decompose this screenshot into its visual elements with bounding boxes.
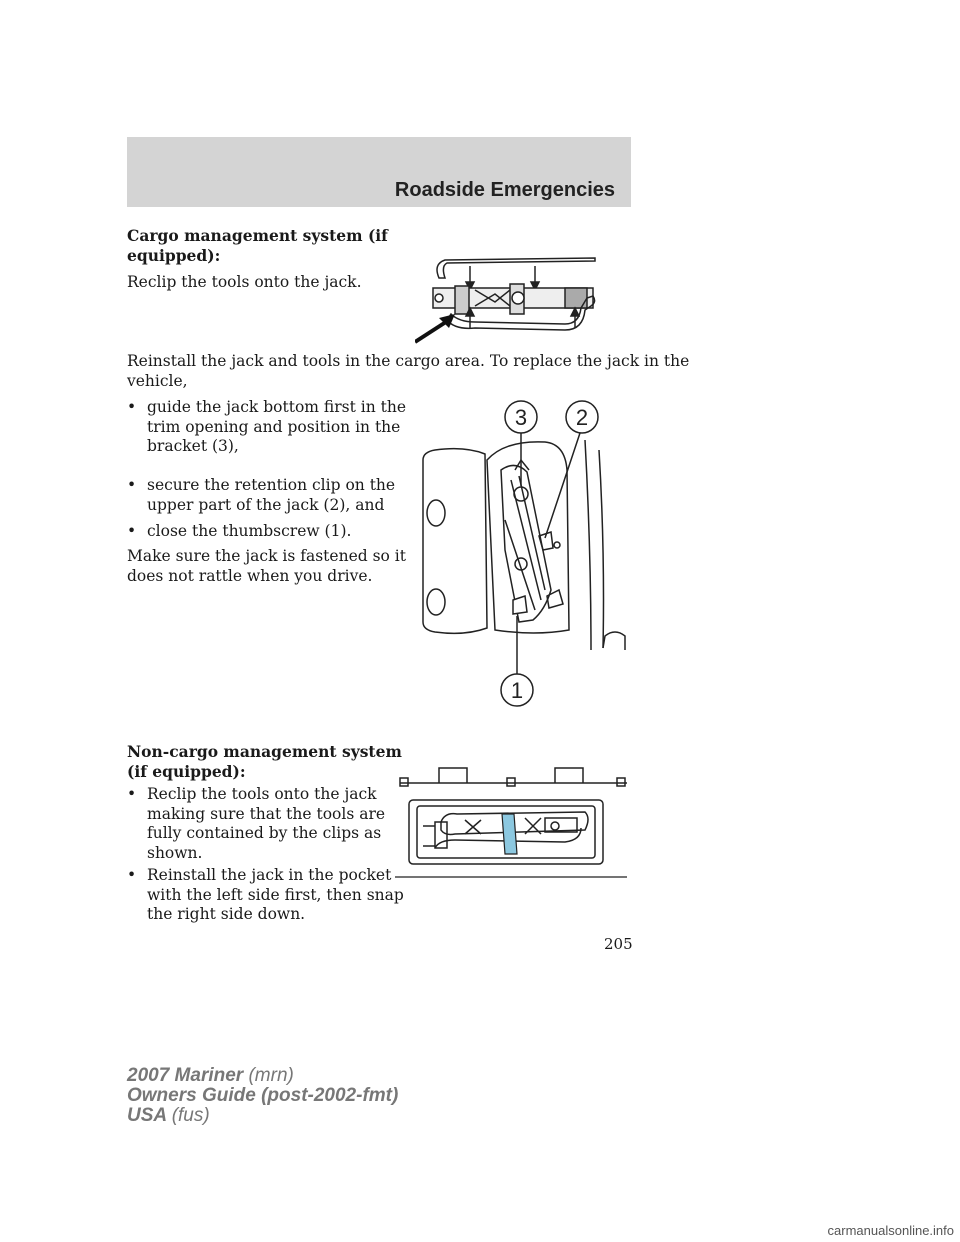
list-item: [127, 522, 407, 542]
section2-heading-line1: Non-cargo management system: [127, 742, 402, 761]
list-item: [127, 866, 407, 926]
section1-heading-line1: Cargo management system (if: [127, 226, 388, 245]
bullet-text: Reinstall the jack in the pocket: [147, 866, 392, 884]
bullet-text: Reclip the tools onto the jack: [147, 785, 377, 803]
bullet-text: with the left side first, then snap: [147, 885, 404, 904]
bullet-text: close the thumbscrew (1).: [147, 522, 352, 540]
bullet-dot: •: [127, 522, 137, 540]
bullet-text: trim opening and position in the: [147, 417, 401, 436]
paragraph-line1: Reinstall the jack and tools in the cargo area. To replace the jack in the: [127, 352, 690, 370]
section1-text: Reclip the tools onto the jack.: [127, 273, 362, 291]
bullet-text: bracket (3),: [147, 437, 239, 455]
paragraph-line2: vehicle,: [127, 372, 188, 390]
footer-market: USA: [127, 1105, 167, 1126]
footer-model: 2007 Mariner: [127, 1065, 244, 1086]
bullet-text: the right side down.: [147, 905, 306, 923]
site-watermark[interactable]: carmanualsonline.info: [827, 1223, 954, 1238]
footer-market-code: (fus): [171, 1105, 210, 1126]
jack-tools-illustration: [415, 250, 605, 350]
footer-line2: [127, 1086, 398, 1106]
bullet-text: shown.: [147, 843, 203, 862]
bullet-text: secure the retention clip on the: [147, 476, 396, 494]
note-line1: Make sure the jack is fastened so it: [127, 547, 406, 565]
list-item: [127, 476, 407, 516]
section-title: Roadside Emergencies: [394, 179, 615, 201]
bullet-text: upper part of the jack (2), and: [147, 495, 385, 514]
header-band: [127, 137, 631, 207]
list-item: [127, 785, 407, 865]
callout-label-3: 3: [514, 405, 528, 430]
list-item: [127, 398, 407, 458]
bullet-dot: •: [127, 398, 137, 416]
footer-guide: Owners Guide (post-2002-fmt): [127, 1085, 399, 1106]
bullet-text: fully contained by the clips as: [147, 824, 382, 842]
jack-installation-illustration: [415, 400, 640, 710]
footer-line1: [127, 1066, 294, 1086]
bullet-dot: •: [127, 785, 137, 803]
bullet-text: guide the jack bottom first in the: [147, 398, 407, 416]
page-number: 205: [604, 935, 633, 953]
callout-label-1: 1: [510, 678, 524, 703]
footer-line3: [127, 1106, 210, 1126]
bullet-text: making sure that the tools are: [147, 804, 386, 823]
footer-model-code: (mrn): [248, 1065, 294, 1086]
section1-heading-line2: equipped):: [127, 246, 221, 265]
jack-pocket-illustration: [395, 762, 630, 880]
section2-heading-line2: (if equipped):: [127, 762, 246, 781]
bullet-dot: •: [127, 866, 137, 884]
bullet-dot: •: [127, 476, 137, 494]
callout-label-2: 2: [575, 405, 589, 430]
note-line2: does not rattle when you drive.: [127, 567, 373, 585]
